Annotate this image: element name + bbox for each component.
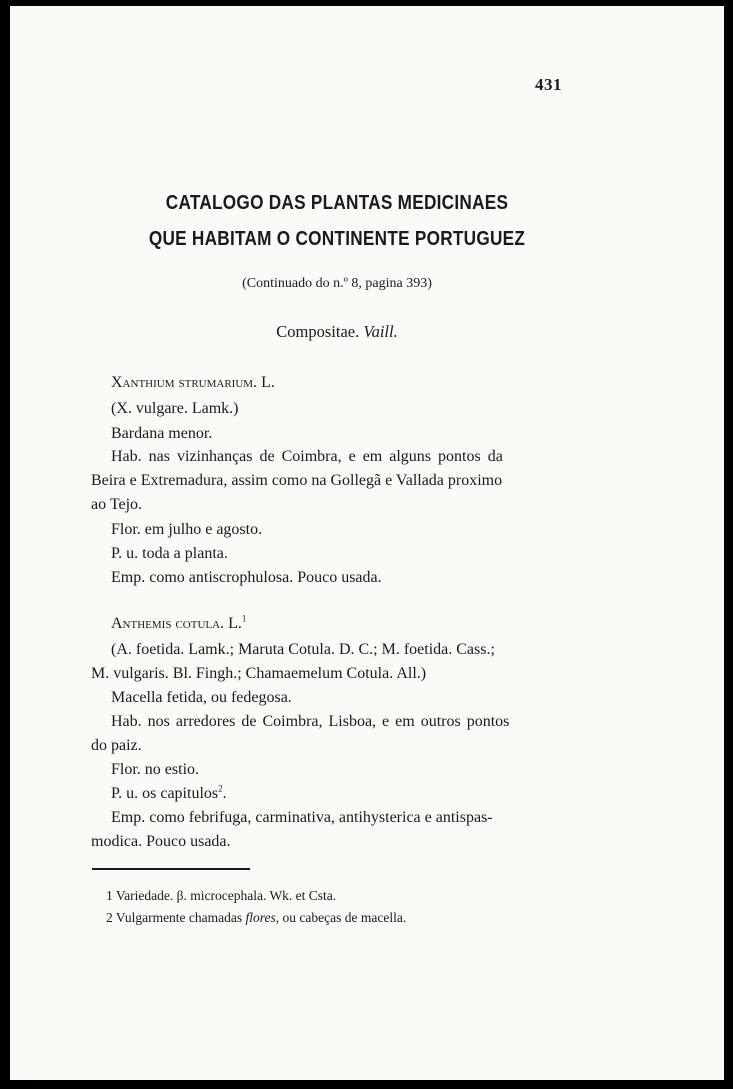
entry-line: Flor. no estio. xyxy=(111,761,200,778)
entry-line: M. vulgaris. Bl. Fingh.; Chamaemelum Cotula. All.) xyxy=(91,665,427,682)
footnote-divider xyxy=(92,868,250,870)
species-heading xyxy=(111,375,275,391)
entry-line: (X. vulgare. Lamk.) xyxy=(111,400,239,417)
footnote xyxy=(106,888,336,904)
footnote-text: Variedade. β. microcephala. Wk. et Csta. xyxy=(115,888,337,903)
entry-line: Beira e Extremadura, assim como na Gollegã e Vallada proximo xyxy=(91,472,503,489)
entry-line: Hab. nos arredores de Coimbra, Lisboa, e em outros pontos xyxy=(111,713,510,730)
entry-line: (A. foetida. Lamk.; Maruta Cotula. D. C.; M. foetida. Cass.; xyxy=(111,641,495,658)
species-heading xyxy=(111,613,247,632)
species-name: Anthemis cotula. xyxy=(111,615,225,632)
entry-line: Hab. nas vizinhanças de Coimbra, e em alguns pontos da xyxy=(111,448,503,465)
entry-line: Macella fetida, ou fedegosa. xyxy=(111,689,292,706)
entry-line: Emp. como febrifuga, carminativa, antihysterica e antispas- xyxy=(111,809,493,826)
footnote-italic: flores xyxy=(245,910,276,925)
entry-line: P. u. os capitulos$^2$. xyxy=(111,783,227,802)
page-number: 431 xyxy=(535,75,562,94)
continuation-note: (Continuado do n.º 8, pagina 393) xyxy=(242,276,432,291)
species-author: L. xyxy=(261,374,275,391)
entry-line-text: P. u. os capitulos xyxy=(111,785,219,802)
entry-line: modica. Pouco usada. xyxy=(91,833,231,850)
entry-line: ao Tejo. xyxy=(91,496,143,513)
footnote xyxy=(106,910,406,926)
footnote-mark: 1 xyxy=(241,613,247,624)
footnote-mark: 2 xyxy=(218,783,223,794)
footnote-number: 1 xyxy=(106,888,113,903)
entry-line: P. u. toda a planta. xyxy=(111,545,228,562)
section-authority: Vaill. xyxy=(363,322,398,341)
entry-line: Emp. como antiscrophulosa. Pouco usada. xyxy=(111,569,382,586)
section-name: Compositae. xyxy=(276,322,360,341)
species-author: L. xyxy=(228,615,242,632)
footnote-text: Vulgarmente chamadas xyxy=(115,910,246,925)
entry-line: Flor. em julho e agosto. xyxy=(111,521,263,538)
footnote-number: 2 xyxy=(106,910,113,925)
entry-line: do paiz. xyxy=(91,737,142,754)
title-line-1: CATALOGO DAS PLANTAS MEDICINAES xyxy=(165,192,509,214)
entry-line: Bardana menor. xyxy=(111,425,213,442)
book-page xyxy=(10,6,724,1080)
species-name: Xanthium strumarium. xyxy=(111,374,258,391)
title-line-2: QUE HABITAM O CONTINENTE PORTUGUEZ xyxy=(148,228,526,250)
footnote-text: , ou cabeças de macella. xyxy=(275,910,407,925)
section-heading xyxy=(10,322,664,342)
